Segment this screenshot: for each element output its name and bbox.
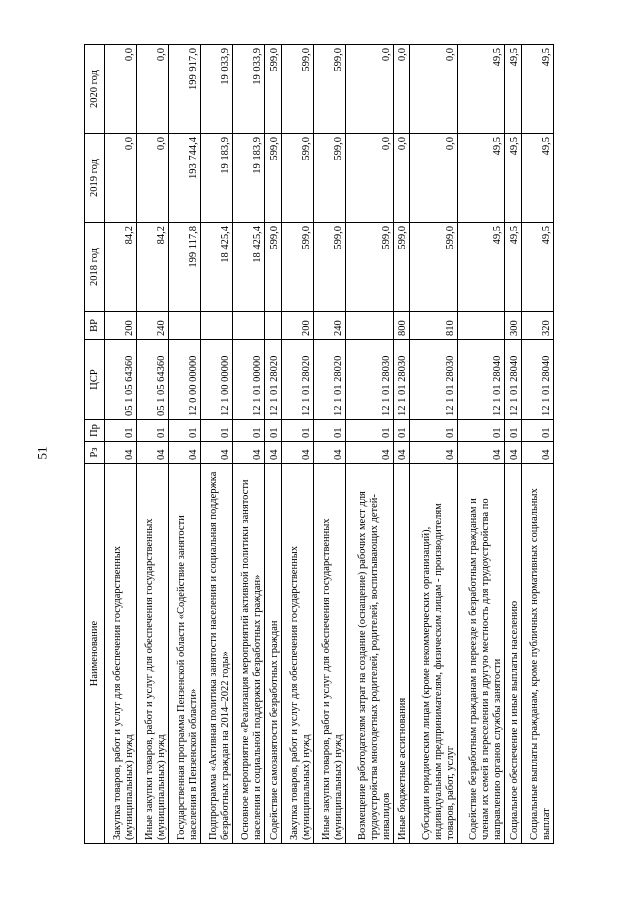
cell-2020: 49,5: [457, 45, 504, 134]
cell-name: Возмещение работодателям затрат на создание (оснащение) рабочих мест для трудоустройства многодетных родителей, родителей, воспитывающих детей-инвалидов: [346, 464, 393, 844]
cell-name: Иные бюджетные ассигнования: [393, 464, 410, 844]
cell-2020: 0,0: [393, 45, 410, 134]
cell-2020: 599,0: [281, 45, 313, 134]
cell-csr: 12 1 01 28020: [265, 340, 282, 420]
cell-2020: 0,0: [105, 45, 137, 134]
table-row: [281, 45, 313, 844]
cell-csr: 12 1 01 28040: [457, 340, 504, 420]
header-2020: 2020 год: [85, 45, 105, 134]
cell-2019: 0,0: [410, 134, 457, 223]
cell-pr: 01: [314, 420, 346, 442]
cell-2018: 84,2: [105, 223, 137, 312]
cell-2018: 49,5: [505, 223, 522, 312]
cell-rz: 04: [137, 442, 169, 464]
cell-vr: 240: [314, 312, 346, 340]
cell-2020: 0,0: [137, 45, 169, 134]
cell-csr: 12 1 01 28020: [314, 340, 346, 420]
cell-2018: 49,5: [457, 223, 504, 312]
table-row: [233, 45, 265, 844]
budget-table-container: [84, 44, 554, 844]
cell-2019: 19 183,9: [201, 134, 233, 223]
cell-2020: 599,0: [314, 45, 346, 134]
cell-csr: 12 1 01 28030: [393, 340, 410, 420]
cell-2018: 599,0: [346, 223, 393, 312]
cell-vr: [346, 312, 393, 340]
cell-2019: 49,5: [457, 134, 504, 223]
table-row: [346, 45, 393, 844]
cell-2018: 599,0: [265, 223, 282, 312]
cell-rz: 04: [233, 442, 265, 464]
table-header-row: [85, 45, 105, 844]
cell-2019: 49,5: [505, 134, 522, 223]
cell-vr: [233, 312, 265, 340]
table-row: [137, 45, 169, 844]
cell-rz: 04: [521, 442, 553, 464]
cell-2019: 0,0: [393, 134, 410, 223]
cell-name: Подпрограмма «Активная политика занятости населения и социальная поддержка безработных граждан на 2014–2022 годы»: [201, 464, 233, 844]
cell-2019: 0,0: [346, 134, 393, 223]
cell-vr: 200: [281, 312, 313, 340]
cell-pr: 01: [265, 420, 282, 442]
cell-2018: 18 425,4: [201, 223, 233, 312]
cell-2019: 0,0: [105, 134, 137, 223]
cell-2018: 599,0: [410, 223, 457, 312]
cell-2019: 599,0: [314, 134, 346, 223]
cell-vr: [457, 312, 504, 340]
page-number: 51: [34, 446, 50, 460]
cell-2020: 0,0: [346, 45, 393, 134]
cell-2020: 199 917,0: [169, 45, 201, 134]
cell-pr: 01: [457, 420, 504, 442]
cell-pr: 01: [233, 420, 265, 442]
table-row: [393, 45, 410, 844]
cell-vr: 200: [105, 312, 137, 340]
cell-rz: 04: [265, 442, 282, 464]
table-row: [169, 45, 201, 844]
cell-vr: 800: [393, 312, 410, 340]
cell-rz: 04: [201, 442, 233, 464]
cell-2018: 18 425,4: [233, 223, 265, 312]
cell-name: Основное мероприятие «Реализация мероприятий активной политики занятости населения и социальной поддержки безработных граждан»: [233, 464, 265, 844]
cell-2019: 49,5: [521, 134, 553, 223]
cell-2020: 49,5: [505, 45, 522, 134]
cell-pr: 01: [169, 420, 201, 442]
cell-pr: 01: [521, 420, 553, 442]
header-2019: 2019 год: [85, 134, 105, 223]
table-row: [410, 45, 457, 844]
cell-2019: 599,0: [281, 134, 313, 223]
cell-2019: 0,0: [137, 134, 169, 223]
cell-name: Закупка товаров, работ и услуг для обеспечения государственных (муниципальных) нужд: [281, 464, 313, 844]
table-row: [505, 45, 522, 844]
cell-pr: 01: [505, 420, 522, 442]
cell-pr: 01: [281, 420, 313, 442]
table-body: [105, 45, 554, 844]
cell-2018: 49,5: [521, 223, 553, 312]
header-rz: Рз: [85, 442, 105, 464]
cell-vr: 320: [521, 312, 553, 340]
table-row: [201, 45, 233, 844]
cell-2018: 599,0: [314, 223, 346, 312]
cell-2020: 599,0: [265, 45, 282, 134]
cell-csr: 12 1 01 28020: [281, 340, 313, 420]
cell-csr: 12 0 00 00000: [169, 340, 201, 420]
table-row: [521, 45, 553, 844]
cell-2020: 19 033,9: [233, 45, 265, 134]
cell-2020: 0,0: [410, 45, 457, 134]
header-name: Наименование: [85, 464, 105, 844]
cell-2020: 19 033,9: [201, 45, 233, 134]
cell-pr: 01: [105, 420, 137, 442]
cell-csr: 12 1 01 28030: [410, 340, 457, 420]
cell-name: Иные закупки товаров, работ и услуг для обеспечения государственных (муниципальных) нужд: [314, 464, 346, 844]
header-csr: ЦСР: [85, 340, 105, 420]
cell-vr: 810: [410, 312, 457, 340]
cell-name: Государственная программа Пензенской области «Содействие занятости населения в Пензенской области»: [169, 464, 201, 844]
cell-rz: 04: [346, 442, 393, 464]
cell-rz: 04: [393, 442, 410, 464]
table-row: [457, 45, 504, 844]
cell-vr: [201, 312, 233, 340]
cell-csr: 12 1 00 00000: [201, 340, 233, 420]
cell-rz: 04: [169, 442, 201, 464]
cell-2018: 199 117,8: [169, 223, 201, 312]
cell-2019: 193 744,4: [169, 134, 201, 223]
cell-csr: 12 1 01 28030: [346, 340, 393, 420]
cell-2018: 84,2: [137, 223, 169, 312]
cell-name: Закупка товаров, работ и услуг для обеспечения государственных (муниципальных) нужд: [105, 464, 137, 844]
cell-rz: 04: [457, 442, 504, 464]
header-pr: Пр: [85, 420, 105, 442]
cell-pr: 01: [346, 420, 393, 442]
table-row: [105, 45, 137, 844]
cell-csr: 05 1 05 64360: [137, 340, 169, 420]
cell-csr: 12 1 01 00000: [233, 340, 265, 420]
cell-rz: 04: [105, 442, 137, 464]
cell-rz: 04: [314, 442, 346, 464]
cell-name: Социальные выплаты гражданам, кроме публичных нормативных социальных выплат: [521, 464, 553, 844]
cell-pr: 01: [393, 420, 410, 442]
cell-vr: [169, 312, 201, 340]
table-row: [265, 45, 282, 844]
cell-pr: 01: [410, 420, 457, 442]
header-2018: 2018 год: [85, 223, 105, 312]
budget-table: [84, 44, 554, 844]
cell-rz: 04: [410, 442, 457, 464]
cell-name: Иные закупки товаров, работ и услуг для обеспечения государственных (муниципальных) нужд: [137, 464, 169, 844]
header-vr: ВР: [85, 312, 105, 340]
cell-vr: 240: [137, 312, 169, 340]
cell-2020: 49,5: [521, 45, 553, 134]
cell-name: Субсидии юридическим лицам (кроме некоммерческих организаций), индивидуальным предпринимателям, физическим лицам - производителям товаров, работ, услуг: [410, 464, 457, 844]
cell-csr: 05 1 05 64360: [105, 340, 137, 420]
cell-name: Социальное обеспечение и иные выплаты населению: [505, 464, 522, 844]
cell-rz: 04: [505, 442, 522, 464]
cell-csr: 12 1 01 28040: [505, 340, 522, 420]
table-row: [314, 45, 346, 844]
cell-2018: 599,0: [281, 223, 313, 312]
cell-pr: 01: [201, 420, 233, 442]
cell-name: Содействие безработным гражданам в переезде и безработным гражданам и членам их семей в переселении в другую местность для трудоустройства по направлению органов службы занятости: [457, 464, 504, 844]
cell-2018: 599,0: [393, 223, 410, 312]
cell-rz: 04: [281, 442, 313, 464]
cell-name: Содействие самозанятости безработных граждан: [265, 464, 282, 844]
cell-2019: 19 183,9: [233, 134, 265, 223]
cell-pr: 01: [137, 420, 169, 442]
cell-vr: [265, 312, 282, 340]
cell-2019: 599,0: [265, 134, 282, 223]
cell-vr: 300: [505, 312, 522, 340]
cell-csr: 12 1 01 28040: [521, 340, 553, 420]
